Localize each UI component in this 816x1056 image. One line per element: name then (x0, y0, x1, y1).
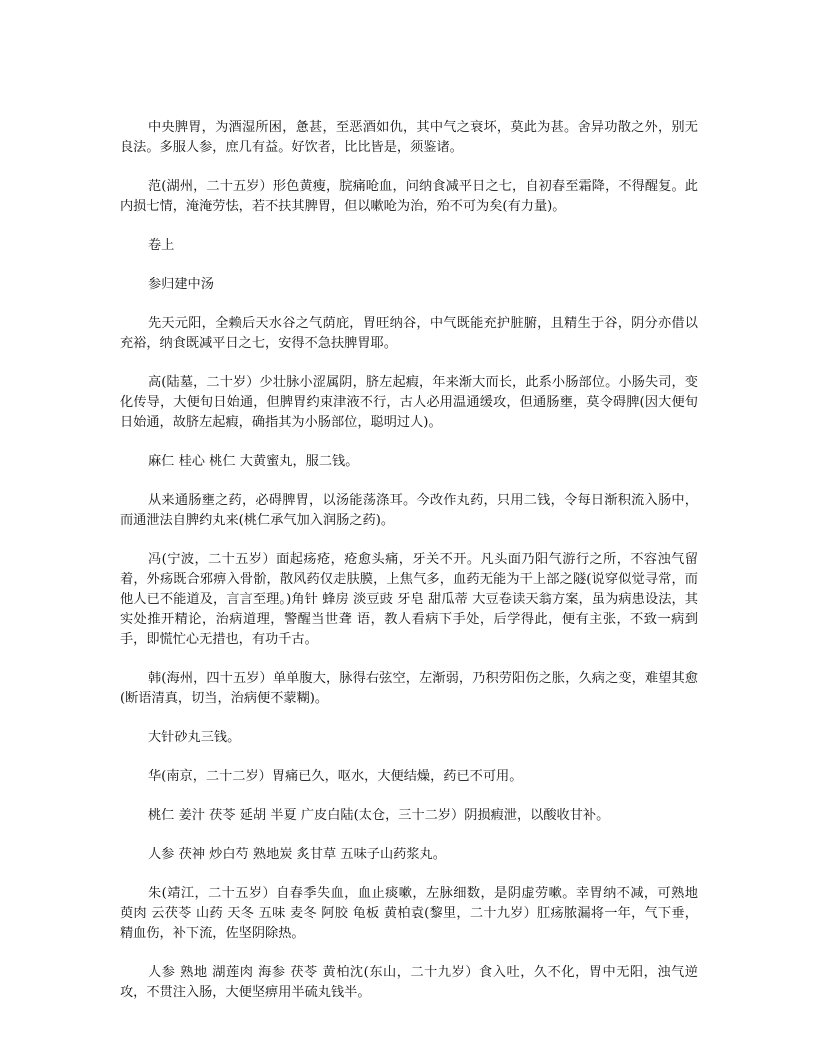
prescription-line-3: 桃仁 姜汁 茯苓 延胡 半夏 广皮白陆(太仓，三十二岁）阴损瘕泄，以酸收甘补。 (148, 808, 610, 823)
paragraph-16: 人参 熟地 湖莲肉 海参 茯苓 黄柏沈(东山，二十九岁）食入吐，久不化，胃中无阳，浊气逆攻，不贯注入肠，大便坚痹用半硫丸钱半。 (120, 965, 698, 1000)
prescription-line-1: 麻仁 桂心 桃仁 大黄蜜丸，服二钱。 (148, 454, 359, 469)
prescription-line-4: 人参 茯神 炒白芍 熟地炭 炙甘草 五味子山药浆丸。 (148, 847, 446, 862)
paragraph-10: 韩(海州，四十五岁）单单腹大，脉得右弦空，左渐弱，乃积劳阳伤之胀，久病之变，难望其愈(断语清真，切当，治病便不蒙糊)。 (120, 671, 698, 706)
formula-heading: 参归建中汤 (148, 277, 214, 292)
prescription-line-2: 大针砂丸三钱。 (148, 730, 241, 745)
paragraph-12: 华(南京，二十二岁）胃痛已久，呕水，大便结燥，药已不可用。 (148, 769, 523, 784)
volume-heading: 卷上 (148, 238, 175, 253)
paragraph-2: 范(湖州，二十五岁）形色黄瘦，脘痛呛血，问纳食减平日之七，自初春至霜降，不得醒复。此内损七情，淹淹劳怯，若不扶其脾胃，但以嗽呛为治，殆不可为矣(有力量)。 (120, 179, 698, 214)
paragraph-15: 朱(靖江，二十五岁）自春季失血，血止痰嗽，左脉细数，是阴虚劳嗽。幸胃纳不减，可熟地 萸肉 云茯苓 山药 天冬 五味 麦冬 阿胶 龟板 黄柏袁(黎里，二十九岁）肛疡脓漏将一年，气下垂，精血伤，补下流，佐坚阴除热。 (120, 886, 698, 941)
paragraph-8: 从来通肠壅之药，必碍脾胃，以汤能荡涤耳。今改作丸药，只用二钱，令每日渐积流入肠中，而通泄法自脾约丸来(桃仁承气加入润肠之药)。 (120, 493, 698, 528)
paragraph-1: 中央脾胃，为酒湿所困，惫甚，至恶酒如仇，其中气之衰坏，莫此为甚。舍异功散之外，别无良法。多服人参，庶几有益。好饮者，比比皆是，须鉴诸。 (120, 120, 698, 155)
paragraph-9: 冯(宁波，二十五岁）面起疡疮，疮愈头痛，牙关不开。凡头面乃阳气游行之所，不容浊气留着，外疡既合邪痹入骨骱，散风药仅走肤膜，上焦气多，血药无能为干上部之隧(说穿似觉寻常，而他人已不能道及，言言至理。)角针 蜂房 淡豆豉 牙皂 甜瓜蒂 大豆卷读天翁方案，虽为病患设法，其实处推开精论，治病道理，警醒当世聋 语，教人看病下手处，后学得此，便有主张，不致一病到手，即慌忙心无措也，有功千古。 (120, 552, 698, 647)
paragraph-5: 先天元阳，全赖后天水谷之气荫庇，胃旺纳谷，中气既能充护脏腑，且精生于谷，阴分亦借以充裕，纳食既减平日之七，安得不急扶脾胃耶。 (120, 316, 698, 351)
paragraph-6: 高(陆墓，二十岁）少壮脉小涩属阴，脐左起瘕，年来渐大而长，此系小肠部位。小肠失司，变化传导，大便旬日始通，但脾胃约束津液不行，古人必用温通缓攻，但通肠壅，莫令碍脾(因大便旬日始通，故脐左起瘕，确指其为小肠部位，聪明过人)。 (120, 375, 698, 430)
document-page (120, 118, 698, 1022)
